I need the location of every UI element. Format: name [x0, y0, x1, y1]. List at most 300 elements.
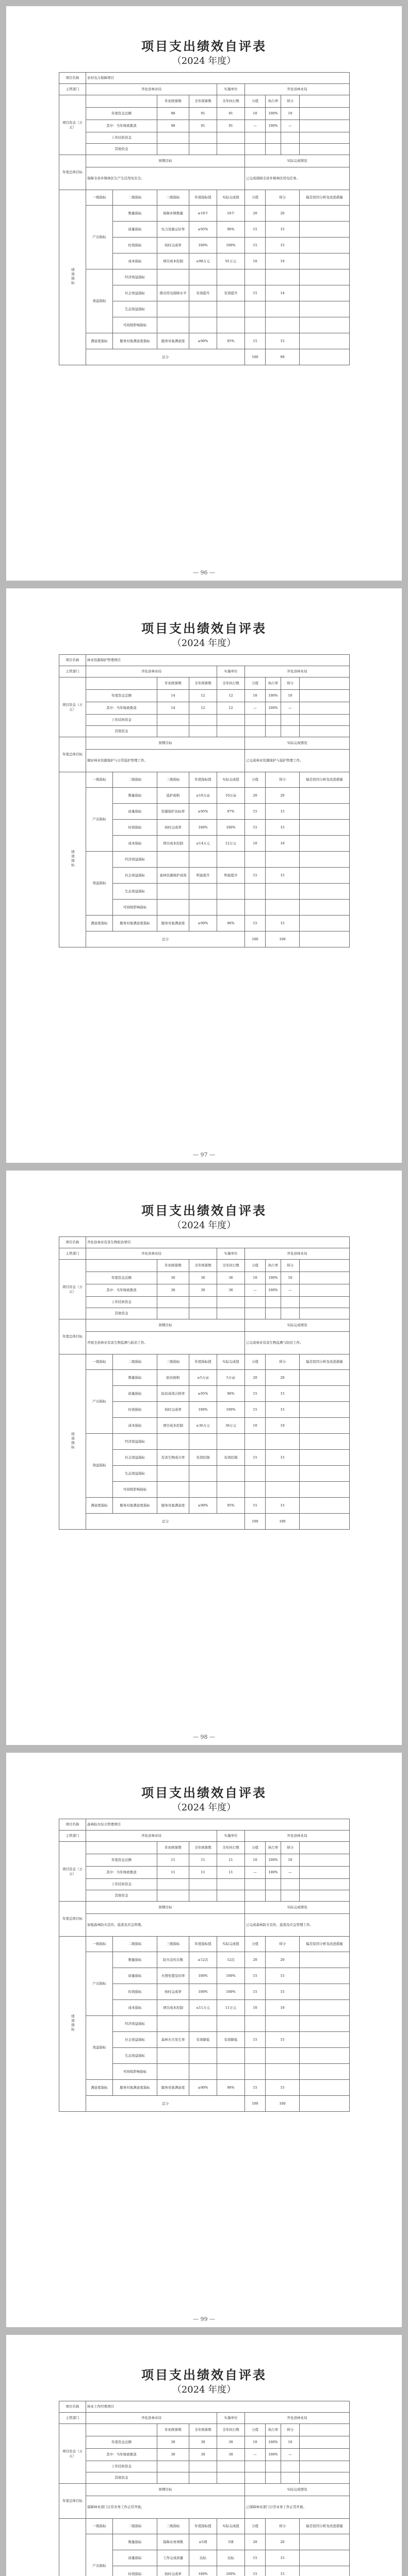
indicator-target: 100%: [189, 1968, 217, 1984]
competent-dept-label: 主管部门: [59, 84, 86, 95]
actual-completion-header: 实际完成情况: [245, 155, 350, 167]
weight-header: 分值: [245, 677, 266, 690]
indicator-actual: 91万元: [217, 253, 245, 269]
indicator-target: 有效控制: [189, 1450, 217, 1466]
evaluation-table: [59, 1819, 350, 2112]
effect-label: 效益指标: [86, 2016, 113, 2080]
indicator-target: ≤14万元: [189, 836, 217, 852]
other-funds-label: 其他资金: [86, 1890, 157, 1902]
project-name: 林业工作经费项目: [86, 2401, 350, 2413]
evaluation-table: [59, 2401, 350, 2576]
funds-cell: —: [245, 1284, 266, 1297]
indicator-score: 15: [266, 1968, 300, 1984]
impl-unit: 开化县林业局: [245, 2413, 350, 2424]
funds-label: 项目资金（万元）: [59, 677, 86, 737]
satisfaction-label: 满意度指标: [86, 2080, 113, 2096]
quantity-label: 数量指标: [113, 1370, 157, 1386]
indicator-actual: 97%: [217, 804, 245, 820]
indicator-score: 10: [266, 253, 300, 269]
funds-cell: 30: [189, 2436, 217, 2449]
actual-value-header: 实际完成值: [217, 772, 245, 788]
competent-dept-label: 主管部门: [59, 1248, 86, 1260]
impl-unit: 开化县林业局: [245, 666, 350, 677]
indicator-weight: 10: [245, 1418, 266, 1434]
timeliness-label: 时效指标: [113, 2566, 157, 2576]
full-year-budget-header: 全年预算数: [189, 1260, 217, 1272]
annual-budget-header: 年初预算数: [157, 95, 189, 108]
sustain-benefit-label: 可持续影响指标: [113, 1482, 157, 1498]
perf-indicators-label: 绩效指标: [59, 1354, 86, 1530]
actual-value-header: 实际完成值: [217, 1354, 245, 1370]
indicator-weight: 15: [245, 238, 266, 253]
total-score: 99: [266, 349, 300, 365]
evaluation-table: [59, 72, 350, 365]
indicator-score: 15: [266, 1386, 300, 1402]
impl-unit: 开化县林业局: [245, 84, 350, 95]
funds-cell: 36: [217, 1272, 245, 1284]
indicator-target: ≥95%: [189, 804, 217, 820]
indicator-score: 20: [266, 788, 300, 804]
indicator-target: 明显提升: [189, 868, 217, 884]
total-score: 100: [266, 2096, 300, 2112]
funds-cell: —: [281, 1284, 300, 1297]
indicator-score: 15: [266, 238, 300, 253]
indicator-actual: 100%: [217, 238, 245, 253]
actual-completion: 已完成保障全县乡镇林区用电任务。: [245, 167, 350, 190]
indicator-weight: 20: [245, 1370, 266, 1386]
funds-cell: 10: [245, 2436, 266, 2449]
score-header: 得分: [281, 95, 300, 108]
full-year-budget-header: 全年预算数: [189, 95, 217, 108]
indicator-weight: 15: [245, 2080, 266, 2096]
indicator-actual: 5项: [217, 2534, 245, 2550]
funds-cell: 10: [281, 2436, 300, 2449]
service-satisfaction-label: 服务对象满意度指标: [113, 1498, 157, 1514]
indicator-target: ≥90%: [189, 916, 217, 931]
document-year: （2024 年度）: [172, 56, 236, 66]
funds-cell: 100%: [266, 1272, 281, 1284]
funds-cell: 98: [157, 120, 189, 132]
funds-cell: 36: [157, 1284, 189, 1297]
quality-label: 质量指标: [113, 804, 157, 820]
indicator-target: 达标: [189, 2550, 217, 2566]
score-header: 得分: [266, 190, 300, 206]
satisfaction-label: 满意度指标: [86, 1498, 113, 1514]
impl-unit-label: 实施单位: [217, 84, 245, 95]
page-number: — 98 —: [193, 1734, 215, 1740]
indicator-name: 服务对象满意度: [157, 333, 189, 349]
indicator-score: 15: [266, 2550, 300, 2566]
timeliness-label: 时效指标: [113, 238, 157, 253]
score-header: 得分: [266, 1937, 300, 1952]
sustain-benefit-label: 可持续影响指标: [113, 317, 157, 333]
deviation-header: 偏差原因分析及改进措施: [300, 1937, 350, 1952]
level1-header: 一级指标: [86, 190, 113, 206]
funds-cell: 36: [157, 1272, 189, 1284]
total-weight: 100: [245, 349, 266, 365]
full-year-exec-header: 全年执行数: [217, 677, 245, 690]
funds-cell: —: [245, 120, 266, 132]
satisfaction-label: 满意度指标: [86, 916, 113, 931]
indicator-target: ≥90%: [189, 2080, 217, 2096]
competent-dept-label: 主管部门: [59, 666, 86, 677]
total-score-label: 总分: [86, 1514, 245, 1530]
fiscal-funds-label: 其中：当年财政拨款: [86, 702, 157, 715]
project-name: 农村电力保障项目: [86, 73, 350, 84]
weight-header: 分值: [245, 1937, 266, 1952]
social-benefit-label: 社会效益指标: [113, 2032, 157, 2048]
indicator-actual: 95%: [217, 1498, 245, 1514]
indicator-score: 15: [266, 820, 300, 836]
indicator-name: 按时完成率: [157, 1402, 189, 1418]
total-score-label: 总分: [86, 349, 245, 365]
exec-rate-header: 执行率: [266, 1842, 281, 1854]
document-title: 项目支出绩效自评表: [141, 1203, 267, 1218]
level3-header: 三级指标: [157, 190, 189, 206]
funds-cell: 36: [189, 1284, 217, 1297]
indicator-weight: 15: [245, 1968, 266, 1984]
full-year-budget-header: 全年预算数: [189, 1842, 217, 1854]
indicator-name: 森林资源保护成效: [157, 868, 189, 884]
indicator-score: 15: [266, 2032, 300, 2048]
indicator-target: ≥18个: [189, 206, 217, 222]
effect-label: 效益指标: [86, 1434, 113, 1498]
funds-cell: 100%: [266, 2449, 281, 2461]
weight-header: 分值: [245, 772, 266, 788]
document-year: （2024 年度）: [172, 638, 236, 649]
indicator-weight: 15: [245, 2032, 266, 2048]
indicator-actual: 10万亩: [217, 788, 245, 804]
indicator-score: 15: [266, 1450, 300, 1466]
indicator-score: 20: [266, 206, 300, 222]
deviation-header: 偏差原因分析及改进措施: [300, 2519, 350, 2534]
indicator-actual: 100%: [217, 2566, 245, 2576]
quality-label: 质量指标: [113, 222, 157, 238]
funds-cell: 30: [157, 2449, 189, 2461]
deviation-header: 偏差原因分析及改进措施: [300, 190, 350, 206]
sustain-benefit-label: 可持续影响指标: [113, 900, 157, 916]
indicator-name: 巡护面积: [157, 788, 189, 804]
report-page: [6, 588, 402, 1163]
weight-header: 分值: [245, 1354, 266, 1370]
indicator-name: 按时完成率: [157, 2566, 189, 2576]
funds-cell: —: [281, 702, 300, 715]
funds-cell: 30: [189, 2449, 217, 2461]
weight-header: 分值: [245, 2519, 266, 2534]
service-satisfaction-label: 服务对象满意度指标: [113, 2080, 157, 2096]
prev-balance-label: 上年结转资金: [86, 1879, 157, 1890]
indicator-score: 20: [266, 2534, 300, 2550]
annual-goal-label: 年度总体目标: [59, 155, 86, 190]
indicator-actual: 有效降低: [217, 2032, 245, 2048]
total-weight: 100: [245, 2096, 266, 2112]
prev-balance-label: 上年结转资金: [86, 2461, 157, 2472]
funds-cell: —: [281, 120, 300, 132]
indicator-target: 100%: [189, 1984, 217, 2000]
indicator-weight: 20: [245, 1952, 266, 1968]
competent-dept-label: 主管部门: [59, 1831, 86, 1842]
expected-goal-header: 预期目标: [86, 2484, 245, 2496]
indicator-actual: 96%: [217, 1386, 245, 1402]
funds-cell: 10: [281, 1272, 300, 1284]
level3-header: 三级指标: [157, 1937, 189, 1952]
project-name-label: 项目名称: [59, 1819, 86, 1831]
document-title: 项目支出绩效自评表: [141, 1785, 267, 1800]
indicator-name: 项目成本控制: [157, 1418, 189, 1434]
indicator-weight: 10: [245, 2000, 266, 2016]
social-benefit-label: 社会效益指标: [113, 285, 157, 301]
document-title: 项目支出绩效自评表: [141, 39, 267, 54]
indicator-target: ≤98万元: [189, 253, 217, 269]
indicator-actual: 100%: [217, 1402, 245, 1418]
prev-balance-label: 上年结转资金: [86, 715, 157, 726]
score-header: 得分: [281, 1842, 300, 1854]
indicator-actual: 达标: [217, 2550, 245, 2566]
output-label: 产出指标: [86, 206, 113, 269]
annual-goal-label: 年度总体目标: [59, 737, 86, 772]
weight-header: 分值: [245, 1260, 266, 1272]
document-title: 项目支出绩效自评表: [141, 621, 267, 636]
other-funds-label: 其他资金: [86, 2472, 157, 2484]
indicator-score: 14: [266, 285, 300, 301]
funds-cell: 12: [189, 702, 217, 715]
exec-rate-header: 执行率: [266, 677, 281, 690]
indicator-target: 100%: [189, 2566, 217, 2576]
indicator-target: 100%: [189, 238, 217, 253]
funds-cell: —: [245, 1867, 266, 1879]
level2-header: 二级指标: [113, 772, 157, 788]
total-score: 100: [266, 1514, 300, 1530]
indicator-weight: 20: [245, 788, 266, 804]
indicator-weight: 15: [245, 1402, 266, 1418]
funds-cell: 91: [189, 108, 217, 120]
indicator-weight: 15: [245, 1386, 266, 1402]
actual-completion-header: 实际完成情况: [245, 737, 350, 750]
indicator-score: 15: [266, 868, 300, 884]
indicator-name: 按时完成率: [157, 238, 189, 253]
funds-cell: 100%: [266, 690, 281, 702]
cost-label: 成本指标: [113, 836, 157, 852]
document-year: （2024 年度）: [172, 1802, 236, 1813]
full-year-budget-header: 全年预算数: [189, 2424, 217, 2436]
full-year-exec-header: 全年执行数: [217, 1260, 245, 1272]
impl-unit: 开化县林业局: [245, 1831, 350, 1842]
deviation-header: 偏差原因分析及改进措施: [300, 772, 350, 788]
other-funds-label: 其他资金: [86, 1308, 157, 1319]
project-name-label: 项目名称: [59, 2401, 86, 2413]
indicator-actual: 有效控制: [217, 1450, 245, 1466]
level2-header: 二级指标: [113, 190, 157, 206]
document-year: （2024 年度）: [172, 2384, 236, 2395]
page-number: — 99 —: [193, 2316, 215, 2323]
indicator-actual: 5万亩: [217, 1370, 245, 1386]
actual-completion: 已完成林业有害生物监测与防治工作。: [245, 1332, 350, 1354]
impl-unit: 开化县林业局: [245, 1248, 350, 1260]
expected-goal: 加强森林防火宣传、巡查及应急管理。: [86, 1914, 245, 1937]
expected-goal-header: 预期目标: [86, 1319, 245, 1332]
funds-cell: 36: [189, 1272, 217, 1284]
funds-cell: 10: [245, 690, 266, 702]
timeliness-label: 时效指标: [113, 1984, 157, 2000]
funds-cell: 10: [281, 1854, 300, 1867]
indicator-weight: 15: [245, 2550, 266, 2566]
level3-header: 三级指标: [157, 1354, 189, 1370]
funds-cell: —: [281, 2449, 300, 2461]
funds-cell: 10: [245, 1272, 266, 1284]
project-name-label: 项目名称: [59, 73, 86, 84]
impl-unit-label: 实施单位: [217, 666, 245, 677]
score-header: 得分: [266, 772, 300, 788]
actual-value-header: 实际完成值: [217, 1937, 245, 1952]
indicator-score: 15: [266, 1498, 300, 1514]
annual-total-label: 年度资金总额: [86, 1272, 157, 1284]
level3-header: 三级指标: [157, 2519, 189, 2534]
total-score: 100: [266, 931, 300, 947]
score-header: 得分: [281, 2424, 300, 2436]
project-name-label: 项目名称: [59, 1237, 86, 1248]
funds-cell: —: [245, 702, 266, 715]
indicator-target: ≥10万亩: [189, 788, 217, 804]
report-page: [6, 1171, 402, 1745]
level1-header: 一级指标: [86, 2519, 113, 2534]
indicator-weight: 15: [245, 333, 266, 349]
indicator-weight: 15: [245, 1984, 266, 2000]
indicator-score: 15: [266, 2566, 300, 2576]
indicator-name: 按时完成率: [157, 1984, 189, 2000]
indicator-score: 20: [266, 1952, 300, 1968]
social-benefit-label: 社会效益指标: [113, 1450, 157, 1466]
funds-cell: 12: [217, 702, 245, 715]
competent-dept: 开化县林业局: [86, 2413, 217, 2424]
level1-header: 一级指标: [86, 1937, 113, 1952]
indicator-target: ≥5项: [189, 2534, 217, 2550]
funds-cell: 91: [217, 108, 245, 120]
actual-value-header: 实际完成值: [217, 190, 245, 206]
annual-budget-header: 年初预算数: [157, 677, 189, 690]
cost-label: 成本指标: [113, 2000, 157, 2016]
expected-goal-header: 预期目标: [86, 1902, 245, 1914]
fiscal-funds-label: 其中：当年财政拨款: [86, 1867, 157, 1879]
indicator-actual: 明显提升: [217, 868, 245, 884]
annual-target-header: 年度指标值: [189, 1354, 217, 1370]
eco-benefit-label: 生态效益指标: [113, 1466, 157, 1482]
full-year-exec-header: 全年执行数: [217, 95, 245, 108]
social-benefit-label: 社会效益指标: [113, 868, 157, 884]
expected-goal: 保障林业部门日常业务工作正常开展。: [86, 2496, 245, 2519]
expected-goal: 保障全县乡镇林区生产生活用电安全。: [86, 167, 245, 190]
level2-header: 二级指标: [113, 2519, 157, 2534]
output-label: 产出指标: [86, 1952, 113, 2016]
service-satisfaction-label: 服务对象满意度指标: [113, 333, 157, 349]
economic-benefit-label: 经济效益指标: [113, 269, 157, 285]
actual-value-header: 实际完成值: [217, 2519, 245, 2534]
funds-cell: —: [281, 1867, 300, 1879]
funds-label: 项目资金（万元）: [59, 1260, 86, 1319]
indicator-name: 工作完成质量: [157, 2550, 189, 2566]
annual-goal-label: 年度总体目标: [59, 2484, 86, 2519]
prev-balance-label: 上年结转资金: [86, 132, 157, 144]
indicator-weight: 15: [245, 820, 266, 836]
funds-cell: 11: [157, 1854, 189, 1867]
funds-cell: 100%: [266, 1284, 281, 1297]
indicator-actual: 36万元: [217, 1418, 245, 1434]
annual-budget-header: 年初预算数: [157, 2424, 189, 2436]
indicator-name: 按时完成率: [157, 820, 189, 836]
funds-label: 项目资金（万元）: [59, 1842, 86, 1902]
weight-header: 分值: [245, 2424, 266, 2436]
page-number: — 96 —: [193, 569, 215, 576]
quantity-label: 数量指标: [113, 2534, 157, 2550]
indicator-target: ≥90%: [189, 333, 217, 349]
annual-total-label: 年度资金总额: [86, 108, 157, 120]
effect-label: 效益指标: [86, 269, 113, 333]
level3-header: 三级指标: [157, 772, 189, 788]
indicator-name: 森林火灾发生率: [157, 2032, 189, 2048]
total-score-label: 总分: [86, 931, 245, 947]
indicator-actual: 96%: [217, 916, 245, 931]
indicator-score: 15: [266, 1984, 300, 2000]
indicator-weight: 15: [245, 1450, 266, 1466]
funds-cell: 10: [245, 108, 266, 120]
actual-completion: 已保障林业部门日常业务工作正常开展。: [245, 2496, 350, 2519]
funds-cell: 36: [217, 1284, 245, 1297]
cost-label: 成本指标: [113, 253, 157, 269]
report-page: [6, 6, 402, 581]
annual-target-header: 年度指标值: [189, 2519, 217, 2534]
impl-unit-label: 实施单位: [217, 1831, 245, 1842]
indicator-weight: 15: [245, 868, 266, 884]
funds-cell: 12: [217, 690, 245, 702]
perf-indicators-label: [59, 2519, 86, 2576]
funds-label: 项目资金（万元）: [59, 2424, 86, 2484]
indicator-name: 防火宣传次数: [157, 1952, 189, 1968]
weight-header: 分值: [245, 190, 266, 206]
funds-cell: 12: [189, 690, 217, 702]
annual-goal-label: 年度总体目标: [59, 1319, 86, 1354]
score-header: 得分: [266, 1354, 300, 1370]
indicator-score: 10: [266, 2000, 300, 2016]
indicator-name: 火情处置及时率: [157, 1968, 189, 1984]
project-name-label: 项目名称: [59, 655, 86, 666]
exec-rate-header: 执行率: [266, 95, 281, 108]
timeliness-label: 时效指标: [113, 820, 157, 836]
total-weight: 100: [245, 1514, 266, 1530]
funds-cell: 100%: [266, 120, 281, 132]
funds-cell: 14: [157, 690, 189, 702]
annual-budget-header: 年初预算数: [157, 1842, 189, 1854]
score-header: 得分: [281, 1260, 300, 1272]
score-header: 得分: [266, 2519, 300, 2534]
funds-cell: 11: [217, 1867, 245, 1879]
sustain-benefit-label: 可持续影响指标: [113, 2064, 157, 2080]
funds-cell: 98: [157, 108, 189, 120]
quantity-label: 数量指标: [113, 788, 157, 804]
project-name: 林业资源保护管理项目: [86, 655, 350, 666]
page-number: — 97 —: [193, 1151, 215, 1158]
indicator-weight: 20: [245, 2534, 266, 2550]
quality-label: 质量指标: [113, 1386, 157, 1402]
indicator-name: 防治面积: [157, 1370, 189, 1386]
indicator-target: 100%: [189, 1402, 217, 1418]
total-weight: 100: [245, 931, 266, 947]
indicator-target: ≥12次: [189, 1952, 217, 1968]
funds-label: 项目资金（万元）: [59, 95, 86, 155]
indicator-name: 项目成本控制: [157, 253, 189, 269]
annual-total-label: 年度资金总额: [86, 1854, 157, 1867]
indicator-target: ≤36万元: [189, 1418, 217, 1434]
indicator-actual: 12万元: [217, 836, 245, 852]
competent-dept: 开化县林业局: [86, 1248, 217, 1260]
